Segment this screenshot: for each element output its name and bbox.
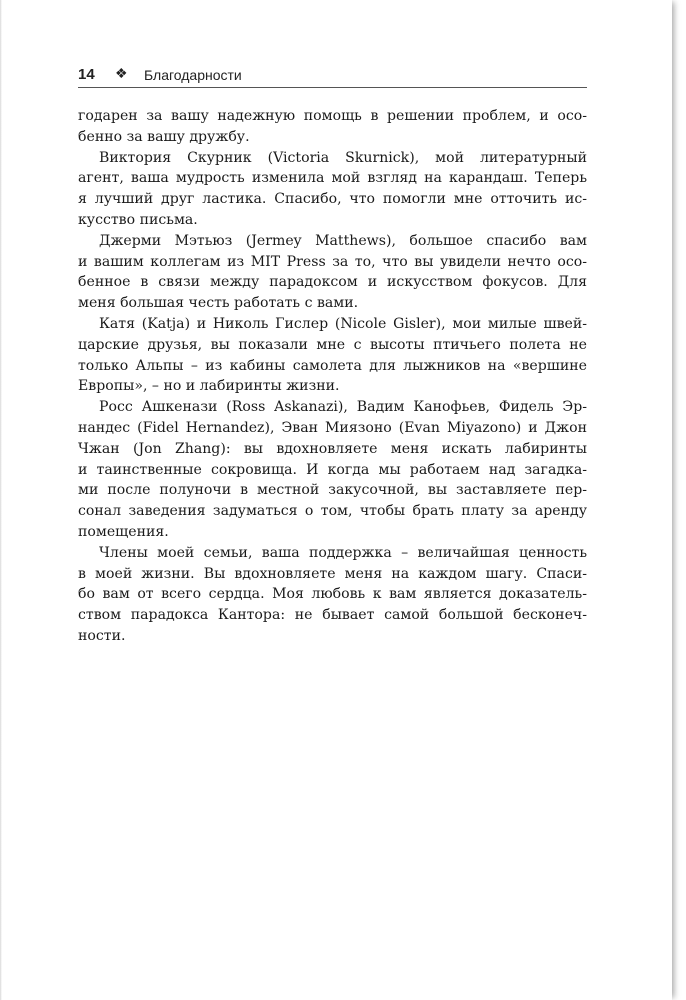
text-line: я лучший друг ластика. Спасибо, что помогли мне отточить ис- [78,191,587,208]
page-number: 14 [78,66,95,83]
text-line: царские друзья, вы показали мне с высоты птичьего полета не [78,336,587,353]
body-text [78,106,587,647]
text-line: сонал заведения задуматься о том, чтобы брать плату за аренду [78,503,587,520]
text-line: Катя (Katja) и Николь Гислер (Nicole Gisler), мои милые швей- [99,315,587,332]
text-line: Джерми Мэтьюз (Jermey Matthews), большое спасибо вам [99,232,587,249]
text-line: агент, ваша мудрость изменила мой взгляд на карандаш. Теперь [78,170,587,187]
text-line: Чжан (Jon Zhang): вы вдохновляете меня искать лабиринты [78,440,587,457]
text-line: и вашим коллегам из MIT Press за то, что вы увидели нечто осо- [78,253,587,270]
text-line: меня большая честь работать с вами. [78,295,359,312]
running-header [78,65,587,88]
running-title: Благодарности [144,67,242,83]
text-line: ности. [78,627,126,644]
text-line: Росс Ашкенази (Ross Askanazi), Вадим Канофьев, Фидель Эр- [99,399,587,416]
text-line: и таинственные сокровища. И когда мы работаем над загадка- [78,461,587,478]
text-line: ством парадокса Кантора: не бывает самой большой бесконеч- [78,607,587,624]
text-line: в моей жизни. Вы вдохновляете меня на каждом шагу. Спаси- [78,565,587,582]
ornament-icon: ❖ [115,65,128,81]
text-line: кусство письма. [78,211,198,228]
text-line: бо вам от всего сердца. Моя любовь к вам является доказатель- [78,586,587,603]
text-line: годарен за вашу надежную помощь в решении проблем, и осо- [78,108,587,124]
text-line: только Альпы – из кабины самолета для лыжников на «вершине [78,357,587,374]
text-line: бенно за вашу дружбу. [78,128,250,145]
text-line: нандес (Fidel Hernandez), Эван Миязоно (Evan Miyazono) и Джон [78,419,587,436]
text-line: Члены моей семьи, ваша поддержка – величайшая ценность [99,544,587,561]
text-line: бенное в связи между парадоксом и искусством фокусов. Для [78,274,587,291]
text-line: Европы», – но и лабиринты жизни. [78,378,340,395]
page-edge [0,0,2,1000]
text-line: ми после полуночи в местной закусочной, вы заставляете пер- [78,482,587,499]
text-line: помещения. [78,523,169,540]
text-line: Виктория Скурник (Victoria Skurnick), мой литературный [99,149,587,166]
